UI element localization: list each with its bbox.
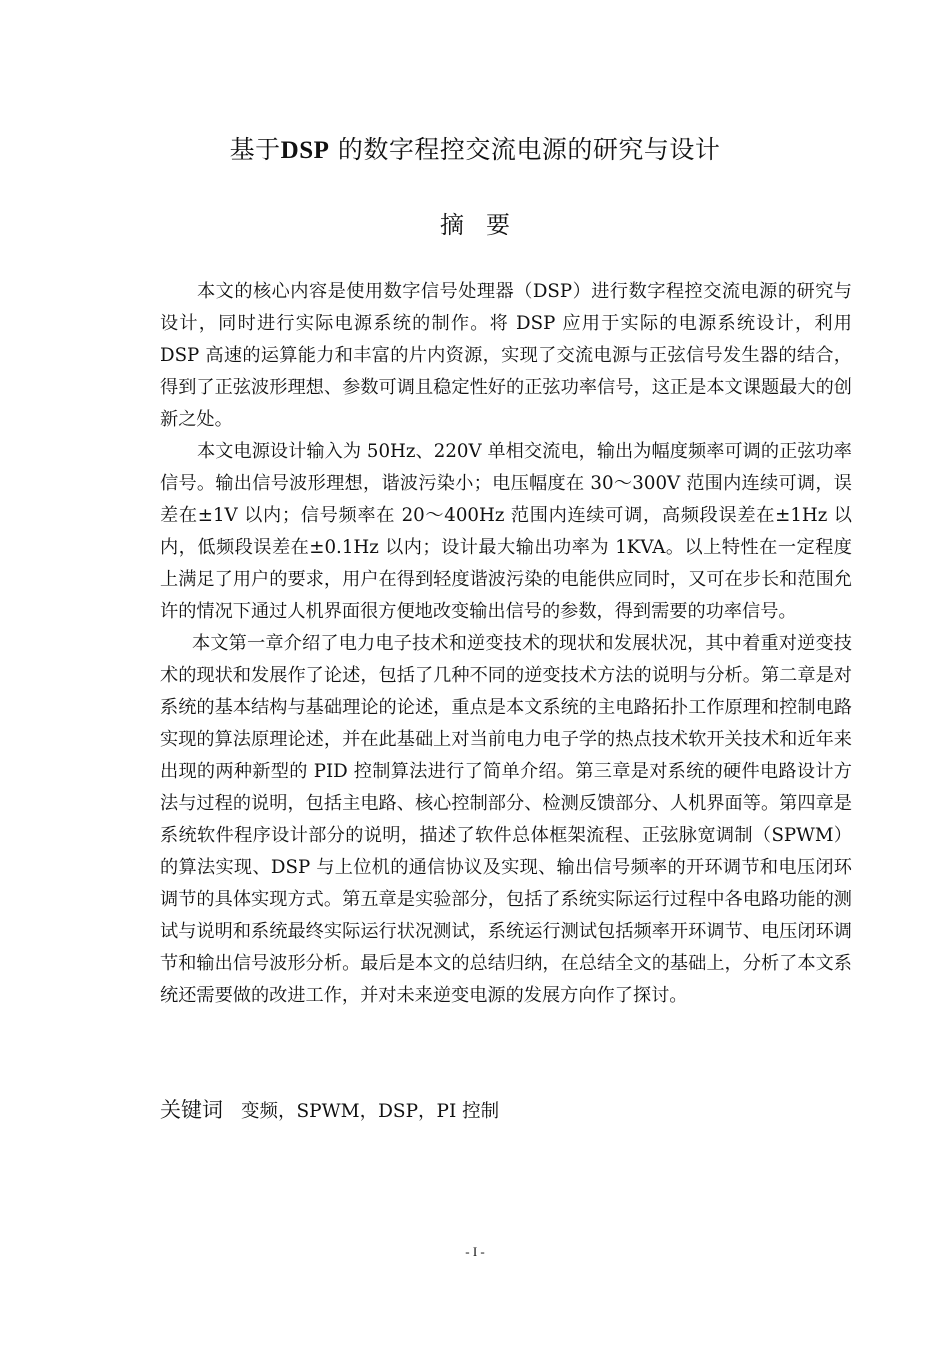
keywords-label: 关键词 bbox=[160, 1098, 223, 1122]
title-bold: DSP bbox=[280, 137, 330, 164]
page-number: - I - bbox=[465, 1244, 485, 1259]
abstract-paragraph-2: 本文电源设计输入为 50Hz、220V 单相交流电，输出为幅度频率可调的正弦功率信号。输出信号波形理想，谐波污染小；电压幅度在 30～300V 范围内连续可调，误差在±1V 以内；信号频率在 20～400Hz 范围内连续可调，高频段误差在±1Hz 以内，低频段误差在±0.1Hz 以内；设计最大输出功率为 1KVA。以上特性在一定程度上满足了用户的要求，用户在得到轻度谐波污染的电能供应同时，又可在步长和范围允许的情况下通过人机界面很方便地改变输出信号的参数，得到需要的功率信号。 bbox=[160, 441, 852, 622]
abstract-paragraph-3: 本文第一章介绍了电力电子技术和逆变技术的现状和发展状况，其中着重对逆变技术的现状和发展作了论述，包括了几种不同的逆变技术方法的说明与分析。第二章是对系统的基本结构与基础理论的论述，重点是本文系统的主电路拓扑工作原理和控制电路实现的算法原理论述，并在此基础上对当前电力电子学的热点技术软开关技术和近年来出现的两种新型的 PID 控制算法进行了简单介绍。第三章是对系统的硬件电路设计方法与过程的说明，包括主电路、核心控制部分、检测反馈部分、人机界面等。第四章是系统软件程序设计部分的说明，描述了软件总体框架流程、正弦脉宽调制（SPWM）的算法实现、DSP 与上位机的通信协议及实现、输出信号频率的开环调节和电压闭环调节的具体实现方式。第五章是实验部分，包括了系统实际运行过程中各电路功能的测试与说明和系统最终实际运行状况测试，系统运行测试包括频率开环调节、电压闭环调节和输出信号波形分析。最后是本文的总结归纳，在总结全文的基础上，分析了本文系统还需要做的改进工作，并对未来逆变电源的发展方向作了探讨。 bbox=[160, 633, 852, 1006]
abstract-body bbox=[160, 276, 852, 1012]
paper-title bbox=[0, 132, 950, 169]
keywords-value: 变频，SPWM，DSP，PI 控制 bbox=[241, 1101, 500, 1122]
keywords-line bbox=[160, 1094, 852, 1128]
abstract-heading: 摘要 bbox=[440, 211, 532, 239]
title-prefix: 基于 bbox=[229, 135, 281, 164]
title-suffix: 的数字程控交流电源的研究与设计 bbox=[329, 135, 721, 164]
abstract-paragraph-1: 本文的核心内容是使用数字信号处理器（DSP）进行数字程控交流电源的研究与设计，同时进行实际电源系统的制作。将 DSP 应用于实际的电源系统设计，利用 DSP 高速的运算能力和丰富的片内资源，实现了交流电源与正弦信号发生器的结合，得到了正弦波形理想、参数可调且稳定性好的正弦功率信号，这正是本文课题最大的创新之处。 bbox=[160, 281, 852, 430]
